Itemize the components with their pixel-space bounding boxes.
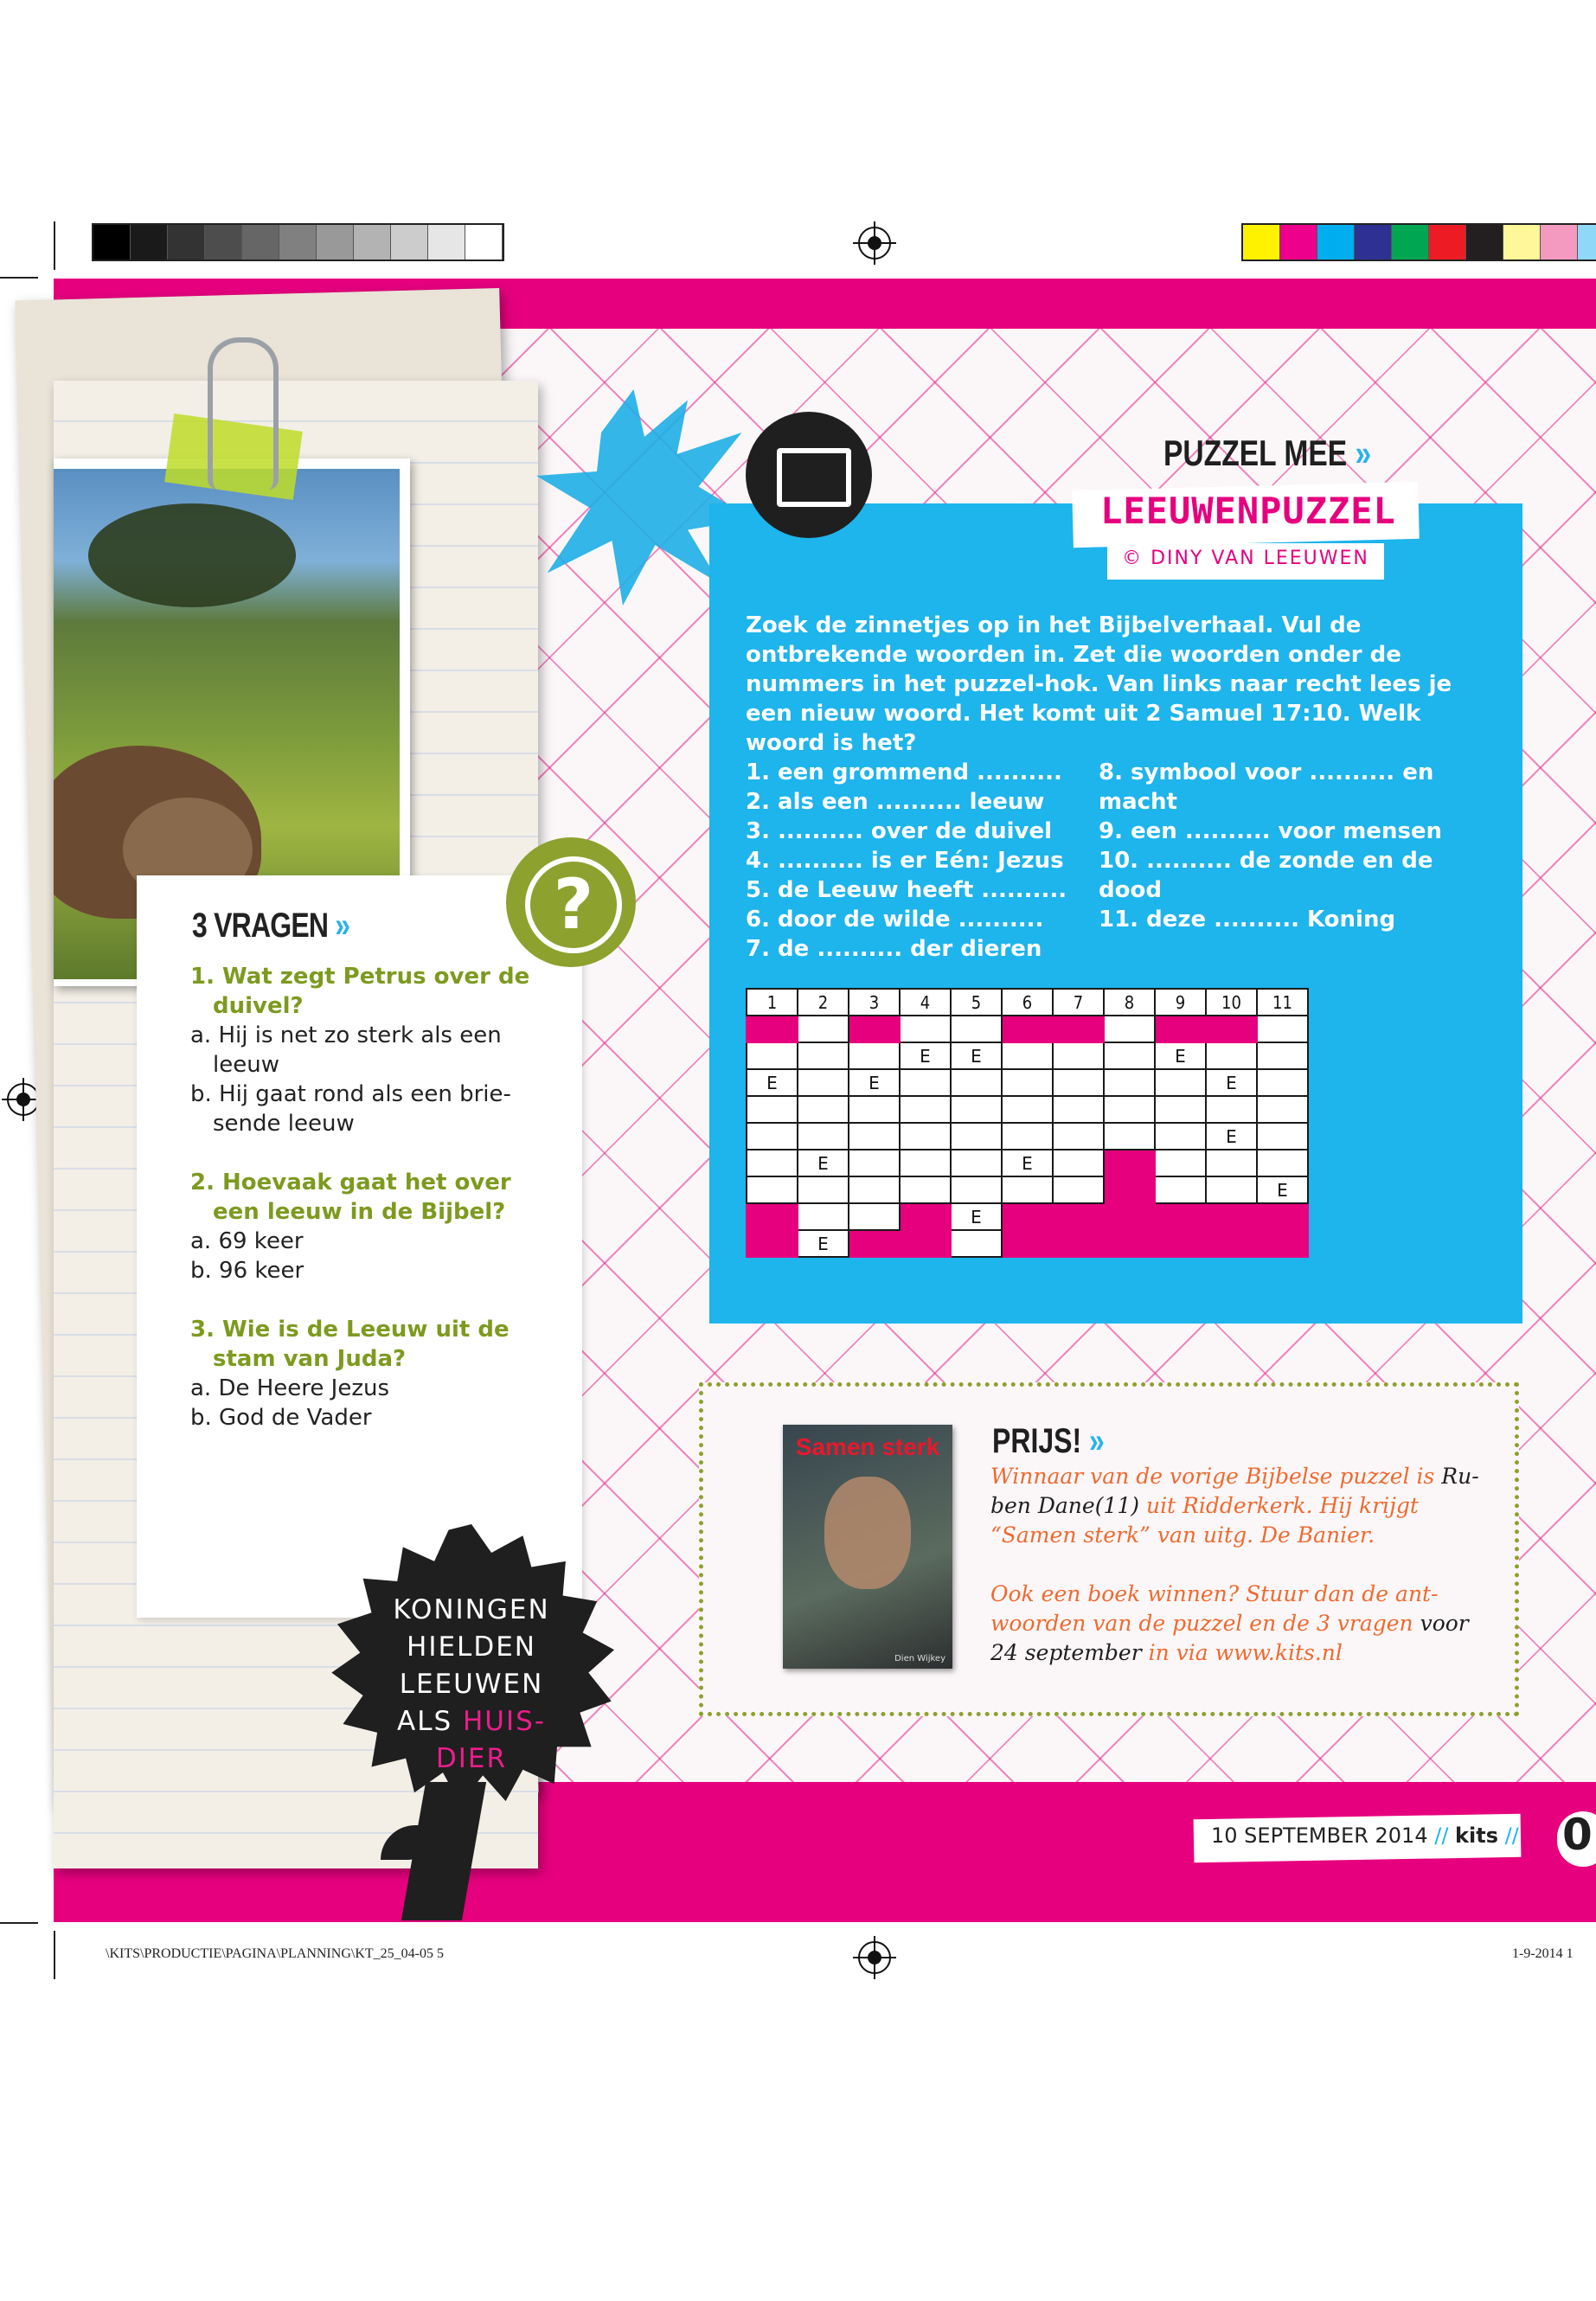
grid-block	[1257, 1203, 1308, 1230]
grid-block	[900, 1203, 951, 1230]
calibration-swatch	[1243, 225, 1280, 260]
grid-cell[interactable]: E	[798, 1230, 849, 1257]
grid-cell[interactable]	[849, 1203, 900, 1230]
grid-block	[1002, 1203, 1053, 1230]
grid-cell[interactable]	[1002, 1123, 1053, 1150]
binder-clip-icon	[208, 337, 279, 490]
calibration-swatch	[279, 225, 317, 260]
calibration-swatch	[428, 225, 465, 260]
grid-cell[interactable]: E	[1002, 1150, 1053, 1176]
crop-mark	[54, 221, 55, 270]
grid-cell[interactable]	[1155, 1123, 1206, 1150]
grid-cell[interactable]	[900, 1016, 951, 1042]
grid-cell[interactable]	[747, 1176, 798, 1203]
puzzle-grid	[746, 988, 1309, 1258]
grid-cell[interactable]: E	[747, 1069, 798, 1096]
calibration-swatch	[1503, 225, 1541, 260]
answer-1a: a. Hij is net zo sterk als een leeuw	[190, 1022, 502, 1078]
crop-mark	[54, 1931, 55, 1979]
grid-cell[interactable]	[1155, 1176, 1206, 1203]
grid-cell[interactable]	[798, 1176, 849, 1203]
grid-column-number: 6	[1002, 989, 1053, 1016]
puzzle-piece-icon	[746, 412, 872, 538]
grid-cell[interactable]	[849, 1096, 900, 1123]
grid-block	[1104, 1150, 1155, 1176]
clue-6: 6. door de wilde ..........	[746, 907, 1044, 933]
grid-block	[849, 1230, 900, 1257]
grid-cell[interactable]	[1053, 1042, 1104, 1069]
grid-block	[849, 1016, 900, 1042]
grid-cell[interactable]	[1053, 1069, 1104, 1096]
grid-cell[interactable]	[1155, 1096, 1206, 1123]
calibration-swatch	[1317, 225, 1355, 260]
calibration-swatch	[317, 225, 354, 260]
grid-cell[interactable]: E	[1155, 1042, 1206, 1069]
answer-3a: a. De Heere Jezus	[190, 1375, 390, 1401]
clue-5: 5. de Leeuw heeft ..........	[746, 877, 1067, 903]
grid-cell[interactable]	[1104, 1123, 1155, 1150]
grid-cell[interactable]	[798, 1096, 849, 1123]
grid-cell[interactable]: E	[1206, 1069, 1257, 1096]
book-cover-author: Dien Wijkey	[894, 1654, 945, 1663]
grid-block	[1155, 1230, 1206, 1257]
grid-column-number: 11	[1257, 989, 1308, 1016]
grid-cell[interactable]	[1206, 1096, 1257, 1123]
calibration-swatch	[1355, 225, 1392, 260]
grid-cell[interactable]	[747, 1123, 798, 1150]
grid-block	[1002, 1016, 1053, 1042]
questions-title: 3 VRAGEN »	[192, 907, 350, 945]
calibration-swatch	[1466, 225, 1503, 260]
grid-cell[interactable]: E	[951, 1203, 1002, 1230]
grid-cell[interactable]	[1053, 1176, 1104, 1203]
grid-cell[interactable]	[900, 1096, 951, 1123]
grid-column-number: 10	[1206, 989, 1257, 1016]
grid-column-number: 5	[951, 989, 1002, 1016]
puzzle-credit: © DINY VAN LEEUWEN	[1122, 548, 1369, 569]
grid-cell[interactable]	[1257, 1096, 1308, 1123]
grid-cell[interactable]	[1257, 1069, 1308, 1096]
grid-cell[interactable]	[951, 1096, 1002, 1123]
grid-block	[1002, 1230, 1053, 1257]
grid-cell[interactable]	[1104, 1016, 1155, 1042]
calibration-swatch	[391, 225, 428, 260]
grid-cell[interactable]	[900, 1176, 951, 1203]
clue-2: 2. als een .......... leeuw	[746, 789, 1045, 815]
answer-3b: b. God de Vader	[190, 1405, 372, 1431]
grid-block	[1104, 1203, 1155, 1230]
grid-cell[interactable]	[1104, 1042, 1155, 1069]
grid-block	[1257, 1230, 1308, 1257]
grid-cell[interactable]	[849, 1150, 900, 1176]
grid-block	[1206, 1016, 1257, 1042]
calibration-swatch	[131, 225, 168, 260]
calibration-swatch	[1541, 225, 1578, 260]
grid-block	[900, 1230, 951, 1257]
registration-mark-icon	[858, 1941, 891, 1974]
grid-column-number: 4	[900, 989, 951, 1016]
calibration-swatch	[1280, 225, 1317, 260]
grid-column-number: 7	[1053, 989, 1104, 1016]
grid-cell[interactable]	[1053, 1123, 1104, 1150]
grid-cell[interactable]	[849, 1123, 900, 1150]
grid-cell[interactable]: E	[951, 1042, 1002, 1069]
grid-cell[interactable]	[747, 1042, 798, 1069]
grid-cell[interactable]	[798, 1203, 849, 1230]
questions-list	[190, 962, 554, 1433]
grid-column-number: 3	[849, 989, 900, 1016]
issue-date: 10 SEPTEMBER 2014 // kits //	[1211, 1823, 1519, 1848]
crop-mark	[0, 1922, 38, 1924]
grid-cell[interactable]	[1206, 1176, 1257, 1203]
gray-calibration-bar	[92, 223, 504, 261]
grid-cell[interactable]	[849, 1042, 900, 1069]
grid-block	[1206, 1230, 1257, 1257]
grid-cell[interactable]	[747, 1096, 798, 1123]
grid-block	[1206, 1203, 1257, 1230]
grid-block	[1104, 1230, 1155, 1257]
grid-cell[interactable]	[798, 1123, 849, 1150]
question-2: 2. Hoevaak gaat het over een leeuw in de Bijbel?	[190, 1170, 511, 1225]
grid-cell[interactable]	[951, 1069, 1002, 1096]
clues-right	[1099, 758, 1479, 934]
grid-cell[interactable]: E	[900, 1042, 951, 1069]
grid-cell[interactable]	[951, 1016, 1002, 1042]
grid-cell[interactable]	[747, 1150, 798, 1176]
grid-cell[interactable]	[1257, 1150, 1308, 1176]
grid-cell[interactable]	[951, 1150, 1002, 1176]
grid-cell[interactable]	[1104, 1096, 1155, 1123]
grid-block	[1053, 1230, 1104, 1257]
grid-block	[747, 1203, 798, 1230]
slug-path: \KITS\PRODUCTIE\PAGINA\PLANNING\KT_25_04-05 5	[106, 1946, 444, 1961]
calibration-swatch	[1429, 225, 1466, 260]
grid-cell[interactable]: E	[798, 1150, 849, 1176]
clue-1: 1. een grommend ..........	[746, 760, 1062, 785]
grid-block	[747, 1016, 798, 1042]
clue-3: 10. .......... de zonde en de dood	[1099, 848, 1433, 903]
grid-cell[interactable]	[900, 1150, 951, 1176]
answer-1b: b. Hij gaat rond als een brie-sende leeuw	[190, 1081, 511, 1137]
calibration-swatch	[1392, 225, 1429, 260]
calibration-swatch	[465, 225, 503, 260]
grid-cell[interactable]	[1257, 1016, 1308, 1042]
clue-4: 11. deze .......... Koning	[1099, 907, 1396, 933]
grid-cell[interactable]: E	[1257, 1176, 1308, 1203]
clue-2: 9. een .......... voor mensen	[1099, 818, 1443, 844]
book-cover-title: Samen sterk	[795, 1433, 940, 1460]
grid-cell[interactable]	[1206, 1150, 1257, 1176]
question-mark-icon: ?	[506, 837, 636, 967]
prize-text: Winnaar van de vorige Bijbelse puzzel is Ru-ben Dane(11) uit Ridderkerk. Hij krijgt “Samen sterk” van uitg. De Banier. Ook een boek winnen? Stuur dan de ant-woorden van de puzzel en de 3 vragen voor 24 september in via www.kits.nl	[990, 1464, 1479, 1665]
calibration-swatch	[93, 225, 131, 260]
calibration-swatch	[205, 225, 242, 260]
grid-column-number: 2	[798, 989, 849, 1016]
grid-block	[1053, 1203, 1104, 1230]
grid-cell[interactable]	[849, 1176, 900, 1203]
grid-cell[interactable]	[798, 1069, 849, 1096]
grid-cell[interactable]	[1104, 1069, 1155, 1096]
clues-left	[746, 758, 1074, 964]
grid-cell[interactable]	[1002, 1176, 1053, 1203]
grid-block	[747, 1230, 798, 1257]
grid-cell[interactable]	[1002, 1069, 1053, 1096]
question-1: 1. Wat zegt Petrus over de duivel?	[190, 964, 530, 1019]
puzzle-intro: Zoek de zinnetjes op in het Bijbelverhaal. Vul de ontbrekende woorden in. Zet die woorden onder de nummers in het puzzel-hok. Van links naar recht lees je een nieuw woord. Het komt uit 2 Samuel 17:10. Welk woord is het?	[746, 612, 1452, 756]
grid-block	[1104, 1176, 1155, 1203]
grid-cell[interactable]	[1002, 1042, 1053, 1069]
grid-cell[interactable]	[1155, 1150, 1206, 1176]
grid-cell[interactable]	[951, 1123, 1002, 1150]
grid-cell[interactable]	[951, 1176, 1002, 1203]
calibration-swatch	[354, 225, 391, 260]
grid-cell[interactable]	[798, 1016, 849, 1042]
grid-block	[1053, 1016, 1104, 1042]
grid-cell[interactable]	[1206, 1042, 1257, 1069]
grid-cell[interactable]	[951, 1230, 1002, 1257]
fact-text: KONINGEN HIELDEN LEEUWEN ALS HUIS- DIER	[393, 1594, 550, 1774]
clue-7: 7. de .......... der dieren	[746, 936, 1042, 962]
puzzle-title: LEEUWENPUZZEL	[1100, 490, 1396, 532]
question-3: 3. Wie is de Leeuw uit de stam van Juda?	[190, 1317, 510, 1372]
answer-2b: b. 96 keer	[190, 1258, 304, 1284]
answer-2a: a. 69 keer	[190, 1228, 304, 1254]
book-cover-image	[783, 1425, 952, 1669]
grid-cell[interactable]	[1053, 1096, 1104, 1123]
grid-cell[interactable]	[1155, 1069, 1206, 1096]
page-number: 0	[1557, 1811, 1596, 1867]
grid-cell[interactable]: E	[1206, 1123, 1257, 1150]
calibration-swatch	[242, 225, 279, 260]
calibration-swatch	[1578, 225, 1596, 260]
prize-title: PRIJS! »	[992, 1422, 1105, 1460]
grid-column-number: 8	[1104, 989, 1155, 1016]
grid-cell[interactable]	[1053, 1150, 1104, 1176]
grid-cell[interactable]	[900, 1123, 951, 1150]
grid-block	[1155, 1016, 1206, 1042]
grid-column-number: 1	[747, 989, 798, 1016]
grid-cell[interactable]	[1257, 1123, 1308, 1150]
grid-column-number: 9	[1155, 989, 1206, 1016]
puzzle-heading: PUZZEL MEE »	[1163, 433, 1372, 473]
clue-3: 3. .......... over de duivel	[746, 818, 1052, 844]
registration-mark-icon	[858, 227, 891, 260]
clue-4: 4. .......... is er Eén: Jezus	[746, 848, 1064, 874]
clue-1: 8. symbool voor .......... en macht	[1099, 760, 1434, 815]
grid-cell[interactable]	[798, 1042, 849, 1069]
color-calibration-bar	[1241, 223, 1596, 261]
grid-cell[interactable]: E	[849, 1069, 900, 1096]
slug-date: 1-9-2014 1	[1512, 1946, 1574, 1961]
calibration-swatch	[168, 225, 205, 260]
tree-shape	[88, 503, 296, 607]
book-cover-figure	[824, 1477, 911, 1589]
grid-cell[interactable]	[1002, 1096, 1053, 1123]
grid-cell[interactable]	[900, 1069, 951, 1096]
crop-mark	[0, 277, 38, 279]
grid-block	[1155, 1203, 1206, 1230]
grid-cell[interactable]	[1257, 1042, 1308, 1069]
